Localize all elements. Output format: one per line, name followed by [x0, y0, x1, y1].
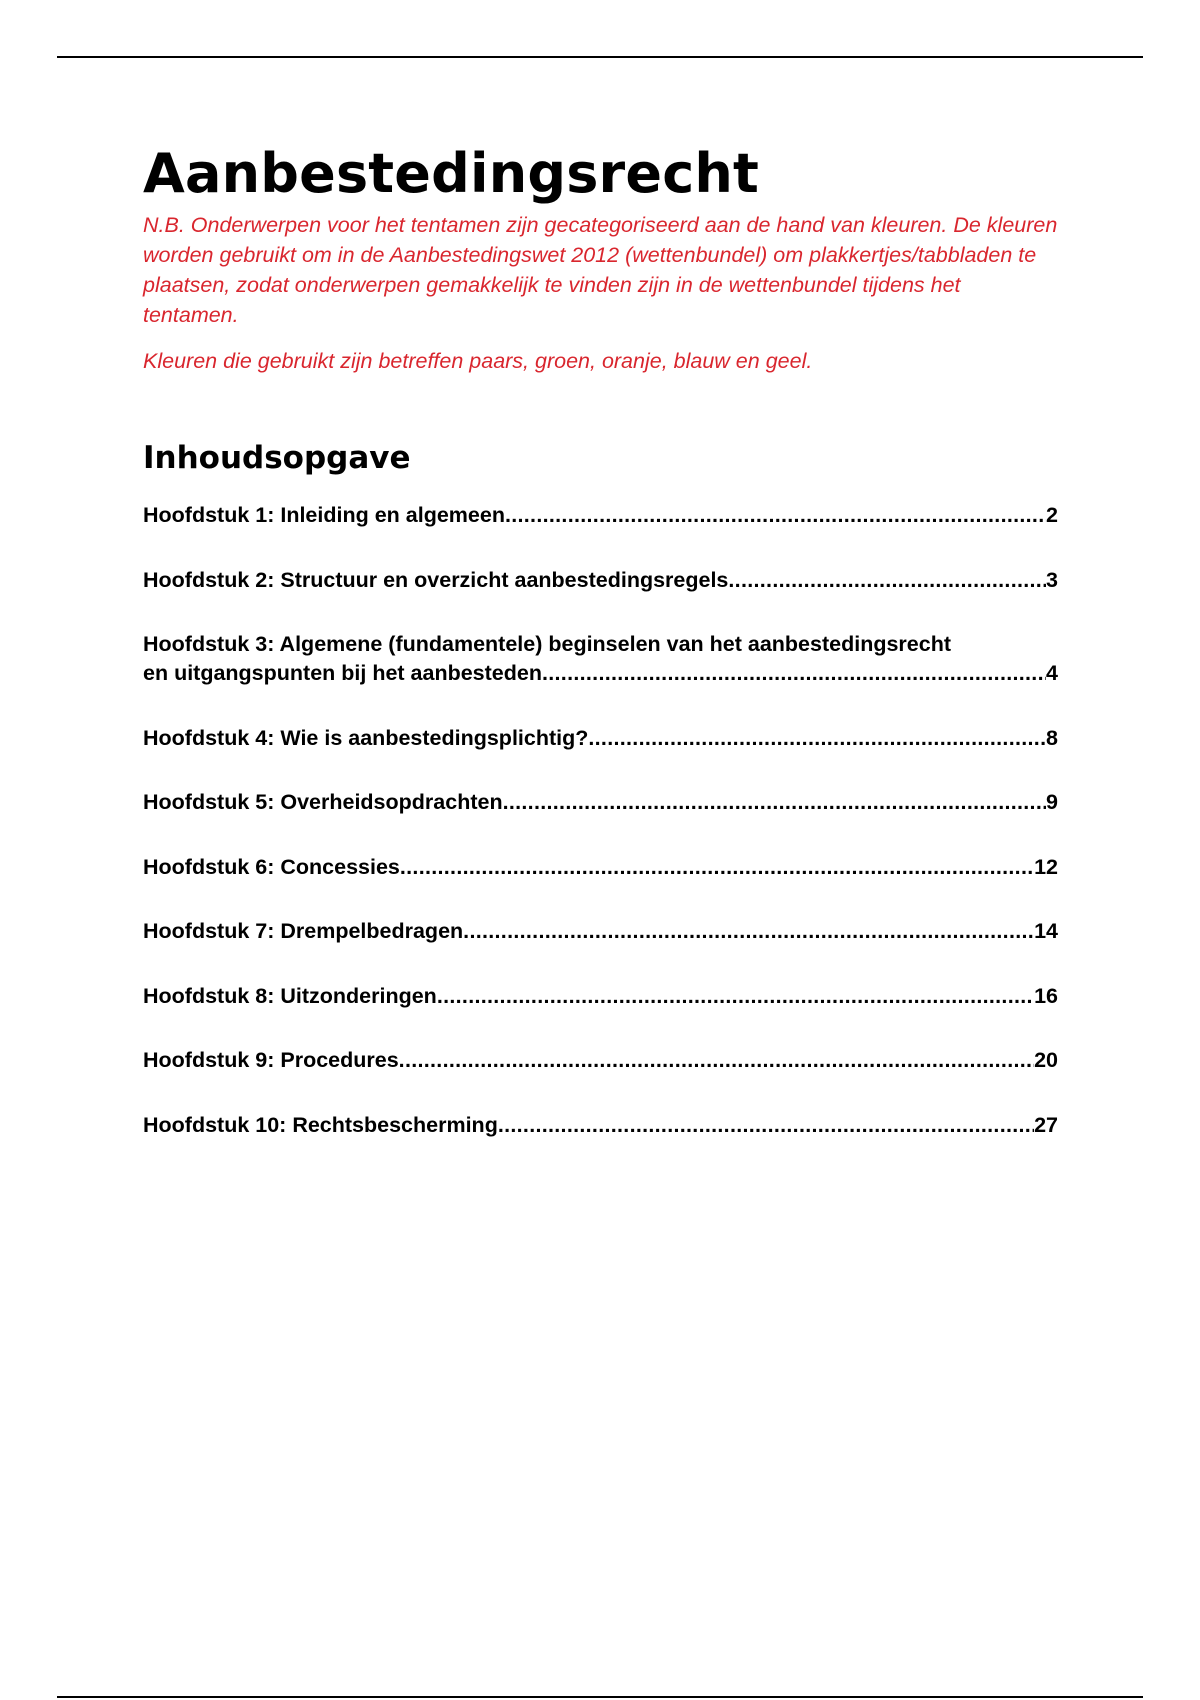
toc-dot-leader	[437, 982, 1034, 1011]
note-paragraph-colors-explanation: N.B. Onderwerpen voor het tentamen zijn gecategoriseerd aan de hand van kleuren. De kleuren worden gebruikt om in de Aanbestedingswet 2012 (wettenbundel) om plakkertjes/tabbladen te plaatsen, zodat onderwerpen gemakkelijk te vinden zijn in de wettenbundel tijdens het tentamen.	[143, 213, 1058, 327]
toc-dot-leader	[542, 659, 1046, 688]
toc-entry-title: Hoofdstuk 8: Uitzonderingen	[143, 983, 437, 1008]
toc-entry-chapter-10[interactable]	[143, 1111, 1058, 1140]
toc-page-number: 3	[1046, 567, 1058, 592]
toc-entry-chapter-4[interactable]	[143, 724, 1058, 753]
toc-entry-title: Hoofdstuk 7: Drempelbedragen	[143, 919, 464, 943]
toc-entry-title: Hoofdstuk 5: Overheidsopdrachten	[143, 790, 503, 814]
toc-dot-leader	[505, 501, 1046, 530]
toc-page-number: 14	[1034, 919, 1058, 943]
toc-dot-leader	[498, 1111, 1034, 1140]
toc-entry-title: Hoofdstuk 10: Rechtsbescherming	[143, 1112, 498, 1137]
toc-entry-chapter-1[interactable]	[143, 501, 1058, 530]
toc-entry-chapter-9[interactable]	[143, 1046, 1058, 1075]
toc-page-number: 4	[1046, 661, 1058, 685]
toc-entry-chapter-7[interactable]	[143, 917, 1058, 946]
toc-page-number: 12	[1034, 854, 1058, 879]
toc-entry-chapter-6[interactable]	[143, 853, 1058, 882]
toc-entry-title: Hoofdstuk 2: Structuur en overzicht aanbestedingsregels	[143, 567, 729, 592]
toc-page-number: 8	[1046, 725, 1058, 750]
toc-entry-title: Hoofdstuk 6: Concessies	[143, 854, 400, 879]
toc-entry-chapter-8[interactable]	[143, 982, 1058, 1011]
document-title: Aanbestedingsrecht	[143, 142, 760, 205]
toc-dot-leader	[399, 1046, 1034, 1075]
toc-entry-title: Hoofdstuk 1: Inleiding en algemeen	[143, 503, 505, 527]
toc-dot-leader	[588, 724, 1046, 753]
toc-entry-chapter-2[interactable]	[143, 566, 1058, 595]
toc-entry-title: Hoofdstuk 4: Wie is aanbestedingsplichtig?	[143, 725, 589, 750]
toc-entry-title: Hoofdstuk 9: Procedures	[143, 1048, 399, 1072]
table-of-contents	[143, 501, 1058, 1140]
toc-page-number: 9	[1046, 790, 1058, 814]
bottom-rule	[57, 1696, 1143, 1698]
toc-page-number: 27	[1034, 1112, 1058, 1137]
toc-dot-leader	[463, 917, 1034, 946]
toc-entry-chapter-5[interactable]	[143, 788, 1058, 817]
toc-entry-title-line-1: Hoofdstuk 3: Algemene (fundamentele) beginselen van het aanbestedingsrecht	[143, 632, 951, 656]
toc-dot-leader	[728, 566, 1046, 595]
top-rule	[57, 56, 1143, 58]
toc-page-number: 16	[1034, 983, 1058, 1008]
toc-page-number: 20	[1034, 1048, 1058, 1072]
toc-dot-leader	[503, 788, 1046, 817]
toc-page-number: 2	[1046, 503, 1058, 527]
toc-heading: Inhoudsopgave	[143, 440, 411, 476]
page-content	[143, 140, 1058, 1175]
toc-entry-title-line-2: en uitgangspunten bij het aanbesteden	[143, 661, 542, 685]
toc-dot-leader	[400, 853, 1034, 882]
note-paragraph-color-list: Kleuren die gebruikt zijn betreffen paars, groen, oranje, blauw en geel.	[143, 349, 813, 373]
toc-entry-chapter-3[interactable]	[143, 630, 1058, 688]
